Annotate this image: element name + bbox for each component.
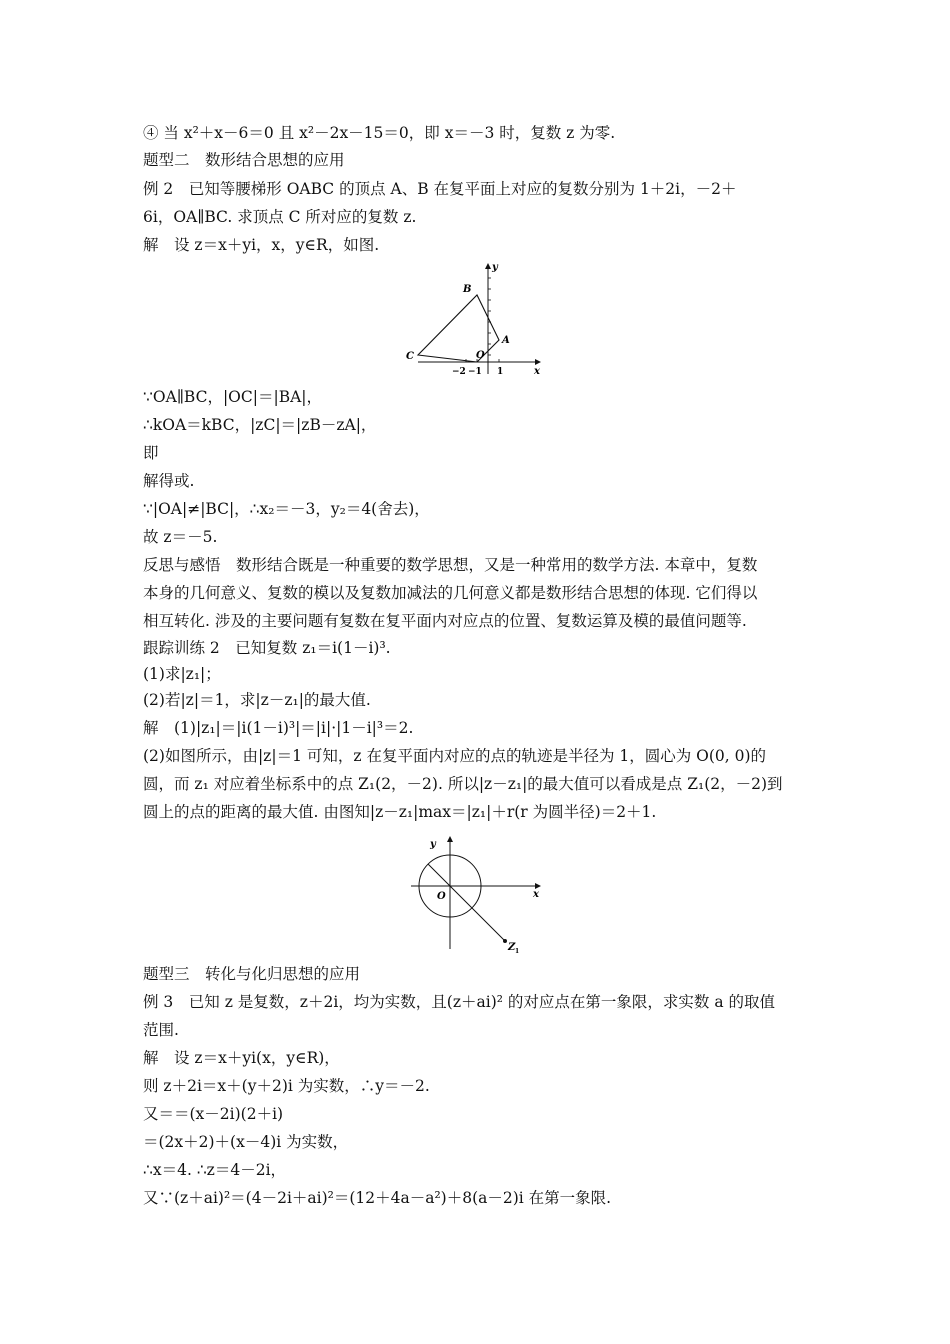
point-label-c: C bbox=[406, 351, 414, 362]
proof-line-1: ∵OA∥BC，|OC|＝|BA|， bbox=[143, 388, 322, 406]
axis-label-x: x bbox=[533, 889, 539, 900]
point-label-o: O bbox=[437, 891, 446, 902]
point-label-z1: Z bbox=[508, 942, 516, 953]
circle-figure bbox=[405, 833, 545, 953]
exercise-2-part-1: (1)求|z₁|； bbox=[143, 665, 221, 683]
exercise-2-solution-2: (2)如图所示，由|z|＝1 可知，z 在复平面内对应的点的轨迹是半径为 1，圆心为 O(0, 0)的 bbox=[143, 747, 767, 765]
exercise-2-part-2: (2)若|z|＝1，求|z－z₁|的最大值. bbox=[143, 691, 371, 709]
axis-label-y: y bbox=[492, 262, 498, 273]
proof-line-2: ∴kOA＝kBC，|zC|＝|zB－zA|， bbox=[143, 416, 377, 434]
example-3-line-1: 例 3 已知 z 是复数，z＋2i，均为实数，且(z＋ai)² 的对应点在第一象限，求实数 a 的取值 bbox=[143, 993, 775, 1011]
example-2-line-1: 例 2 已知等腰梯形 OABC 的顶点 A、B 在复平面上对应的复数分别为 1＋2i，－2＋ bbox=[143, 180, 737, 198]
example-2-line-2: 6i，OA∥BC. 求顶点 C 所对应的复数 z. bbox=[143, 208, 417, 226]
example-3-solution-3: 又＝＝(x－2i)(2＋i) bbox=[143, 1105, 284, 1123]
tick-label-neg1: −1 bbox=[468, 367, 482, 377]
section-title-3: 题型三 转化与化归思想的应用 bbox=[143, 965, 361, 983]
reflection-line-2: 本身的几何意义、复数的模以及复数加减法的几何意义都是数形结合思想的体现. 它们得以 bbox=[143, 584, 758, 602]
reflection-line-1: 反思与感悟 数形结合既是一种重要的数学思想，又是一种常用的数学方法. 本章中，复数 bbox=[143, 556, 758, 574]
exercise-2-solution-4: 圆上的点的距离的最大值. 由图知|z－z₁|max＝|z₁|＋r(r 为圆半径)＝2＋1. bbox=[143, 803, 657, 821]
trapezoid-shape bbox=[418, 295, 499, 362]
tick-label-neg2: −2 bbox=[452, 367, 466, 377]
point-label-b: B bbox=[463, 284, 472, 295]
section-title-2: 题型二 数形结合思想的应用 bbox=[143, 151, 345, 169]
solution-line: 解 设 z＝x＋yi，x，y∈R，如图. bbox=[143, 236, 380, 254]
point-label-a: A bbox=[502, 335, 510, 346]
exercise-2-solution-1: 解 (1)|z₁|＝|i(1－i)³|＝|i|·|1－i|³＝2. bbox=[143, 719, 414, 737]
proof-line-6: 故 z＝－5. bbox=[143, 528, 218, 546]
exercise-2-solution-3: 圆，而 z₁ 对应着坐标系中的点 Z₁(2，－2). 所以|z－z₁|的最大值可以看成是点 Z₁(2，－2)到 bbox=[143, 775, 783, 793]
point-label-o: O bbox=[476, 350, 485, 361]
proof-line-3: 即 bbox=[143, 444, 159, 462]
example-3-solution-6: 又∵(z＋ai)²＝(4－2i＋ai)²＝(12＋4a－a²)＋8(a－2)i 在第一象限. bbox=[143, 1189, 612, 1207]
example-3-solution-1: 解 设 z＝x＋yi(x，y∈R)， bbox=[143, 1049, 340, 1067]
point-z1 bbox=[503, 939, 507, 943]
tick-label-1: 1 bbox=[497, 367, 504, 377]
text-line-1: ④ 当 x²＋x－6＝0 且 x²－2x－15＝0，即 x＝－3 时，复数 z 为零. bbox=[143, 124, 616, 142]
proof-line-5: ∵|OA|≠|BC|，∴x₂＝－3，y₂＝4(舍去)， bbox=[143, 500, 430, 518]
exercise-2-title: 跟踪训练 2 已知复数 z₁＝i(1－i)³. bbox=[143, 639, 391, 657]
example-3-line-2: 范围. bbox=[143, 1021, 179, 1039]
example-3-solution-2: 则 z＋2i＝x＋(y＋2)i 为实数，∴y＝－2. bbox=[143, 1077, 430, 1095]
example-3-solution-4: ＝(2x＋2)＋(x－4)i 为实数， bbox=[143, 1133, 349, 1151]
point-label-z1-subscript: 1 bbox=[515, 948, 520, 953]
proof-line-4: 解得或. bbox=[143, 472, 195, 490]
trapezoid-figure bbox=[400, 258, 550, 378]
reflection-line-3: 相互转化. 涉及的主要问题有复数在复平面内对应点的位置、复数运算及模的最值问题等. bbox=[143, 612, 747, 630]
axis-label-x: x bbox=[534, 366, 540, 377]
axis-label-y: y bbox=[430, 839, 436, 850]
example-3-solution-5: ∴x＝4. ∴z＝4－2i， bbox=[143, 1161, 287, 1179]
segment-o-z1 bbox=[428, 864, 505, 941]
